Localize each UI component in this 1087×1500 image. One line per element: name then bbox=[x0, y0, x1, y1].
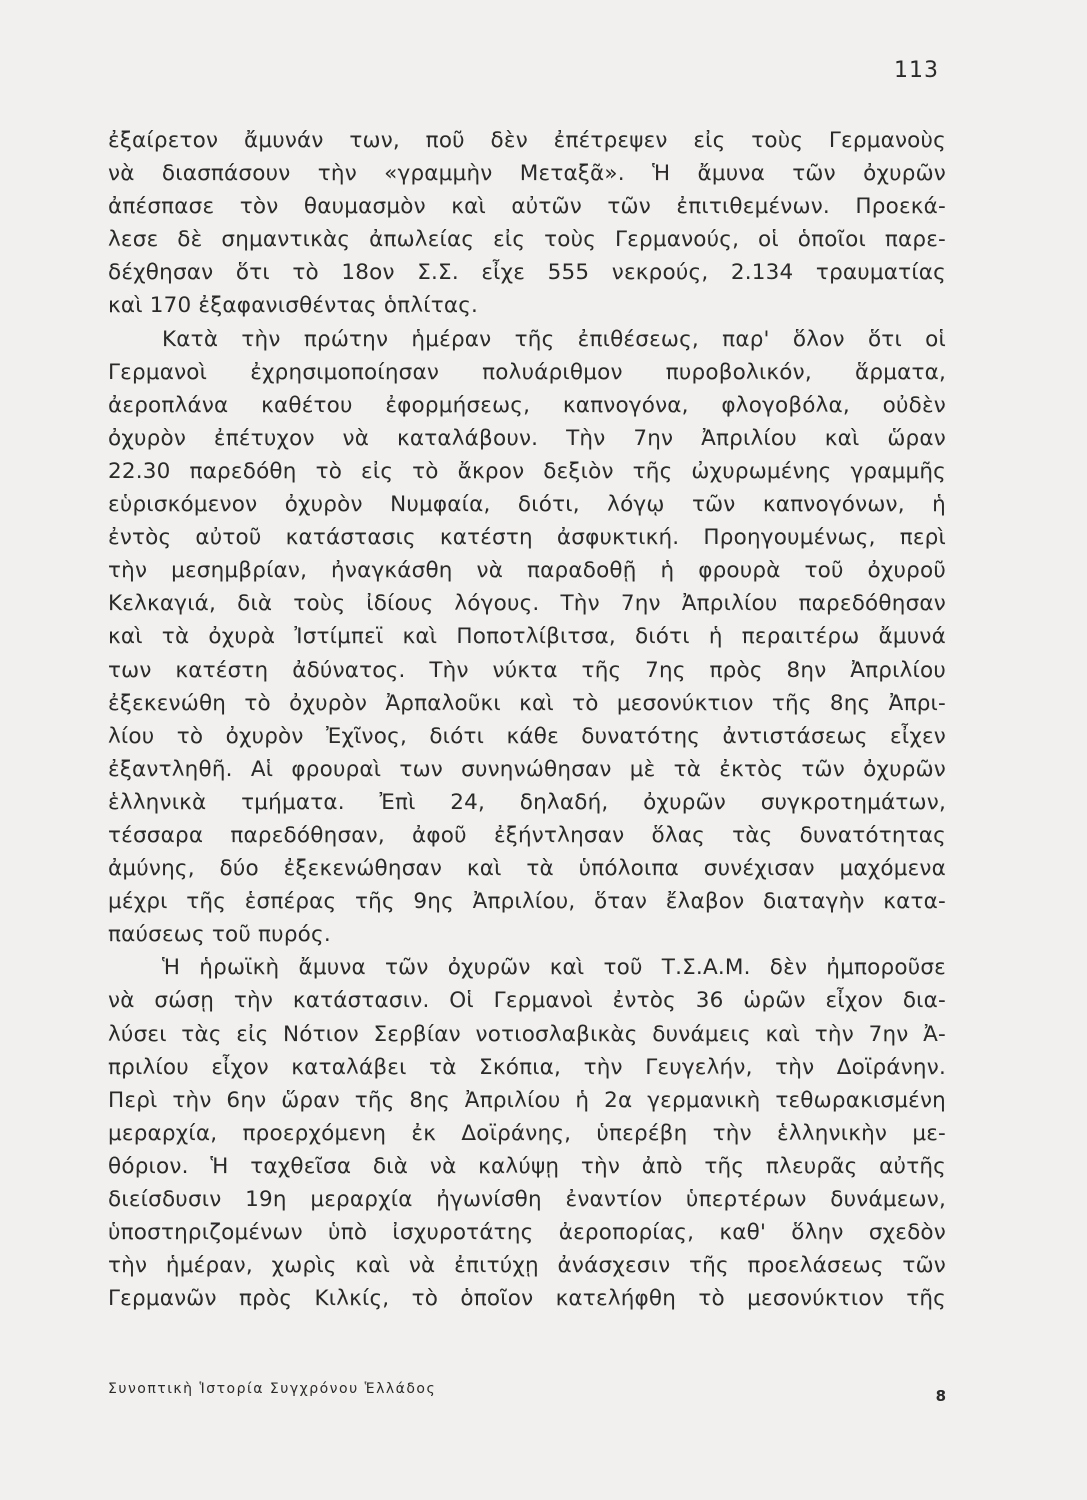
text-line: τὴν ἡμέραν, χωρὶς καὶ νὰ ἐπιτύχῃ ἀνάσχεσιν τῆς προελάσεως τῶν bbox=[108, 1253, 946, 1279]
signature-mark: 8 bbox=[935, 1387, 946, 1405]
text-line: ἑλληνικὰ τμήματα. Ἐπὶ 24, δηλαδή, ὀχυρῶν συγκροτημάτων, bbox=[108, 789, 946, 815]
text-line: διείσδυσιν 19η μεραρχία ἠγωνίσθη ἐναντίον ὑπερτέρων δυνάμεων, bbox=[108, 1187, 946, 1212]
text-line: ἀεροπλάνα καθέτου ἐφορμήσεως, καπνογόνα, φλογοβόλα, οὐδὲν bbox=[108, 392, 946, 418]
text-line: Γερμανῶν πρὸς Κιλκίς, τὸ ὁποῖον κατελήφθη τὸ μεσονύκτιον τῆς bbox=[108, 1286, 946, 1312]
text-line: λίου τὸ ὀχυρὸν Ἐχῖνος, διότι κάθε δυνατότης ἀντιστάσεως εἶχεν bbox=[108, 723, 946, 749]
text-line: ἐξαίρετον ἄμυνάν των, ποῦ δὲν ἐπέτρεψεν εἰς τοὺς Γερμανοὺς bbox=[108, 128, 946, 153]
text-line: 22.30 παρεδόθη τὸ εἰς τὸ ἄκρον δεξιὸν τῆς ὠχυρωμένης γραμμῆς bbox=[108, 458, 946, 484]
text-line: εὑρισκόμενον ὀχυρὸν Νυμφαία, διότι, λόγῳ τῶν καπνογόνων, ἡ bbox=[108, 492, 946, 518]
text-line: μέχρι τῆς ἑσπέρας τῆς 9ης Ἀπριλίου, ὅταν ἔλαβον διαταγὴν κατα- bbox=[108, 889, 946, 915]
text-line: Κελκαγιά, διὰ τοὺς ἰδίους λόγους. Τὴν 7ην Ἀπριλίου παρεδόθησαν bbox=[108, 591, 946, 617]
footer-title: Συνοπτικὴ Ἱστορία Συγχρόνου Ἑλλάδος bbox=[108, 1381, 437, 1397]
text-line: λύσει τὰς εἰς Νότιον Σερβίαν νοτιοσλαβικὰς δυνάμεις καὶ τὴν 7ην Ἀ- bbox=[108, 1021, 946, 1047]
text-line: ὀχυρὸν ἐπέτυχον νὰ καταλάβουν. Τὴν 7ην Ἀπριλίου καὶ ὥραν bbox=[108, 425, 946, 451]
text-line: πριλίου εἶχον καταλάβει τὰ Σκόπια, τὴν Γευγελήν, τὴν Δοϊράνην. bbox=[108, 1054, 946, 1080]
text-line: ἐντὸς αὐτοῦ κατάστασις κατέστη ἀσφυκτική. Προηγουμένως, περὶ bbox=[108, 525, 946, 551]
text-line: λεσε δὲ σημαντικὰς ἀπωλείας εἰς τοὺς Γερμανούς, οἱ ὁποῖοι παρε- bbox=[108, 227, 946, 253]
text-line: Ἡ ἡρωϊκὴ ἄμυνα τῶν ὀχυρῶν καὶ τοῦ Τ.Σ.Α.Μ. δὲν ἠμποροῦσε bbox=[162, 955, 946, 981]
text-line: των κατέστη ἀδύνατος. Τὴν νύκτα τῆς 7ης πρὸς 8ην Ἀπριλίου bbox=[108, 657, 946, 683]
text-line: καὶ τὰ ὀχυρὰ Ἰστίμπεϊ καὶ Ποποτλίβιτσα, διότι ἡ περαιτέρω ἄμυνά bbox=[108, 624, 946, 650]
page-footer bbox=[108, 1381, 946, 1411]
text-line: θόριον. Ἡ ταχθεῖσα διὰ νὰ καλύψῃ τὴν ἀπὸ τῆς πλευρᾶς αὐτῆς bbox=[108, 1153, 946, 1179]
text-line: νὰ διασπάσουν τὴν «γραμμὴν Μεταξᾶ». Ἡ ἄμυνα τῶν ὀχυρῶν bbox=[108, 161, 946, 187]
text-line: ἐξεκενώθη τὸ ὀχυρὸν Ἀρπαλοῦκι καὶ τὸ μεσονύκτιον τῆς 8ης Ἀπρι- bbox=[108, 690, 946, 716]
text-line: Περὶ τὴν 6ην ὥραν τῆς 8ης Ἀπριλίου ἡ 2α γερμανικὴ τεθωρακισμένη bbox=[108, 1087, 946, 1113]
text-line: μεραρχία, προερχόμενη ἐκ Δοϊράνης, ὑπερέβη τὴν ἑλληνικὴν με- bbox=[108, 1120, 946, 1146]
text-line: ἀπέσπασε τὸν θαυμασμὸν καὶ αὐτῶν τῶν ἐπιτιθεμένων. Προεκά- bbox=[108, 194, 946, 220]
text-line: νὰ σώσῃ τὴν κατάστασιν. Οἱ Γερμανοὶ ἐντὸς 36 ὡρῶν εἶχον δια- bbox=[108, 988, 946, 1014]
text-line: δέχθησαν ὅτι τὸ 18ον Σ.Σ. εἶχε 555 νεκρούς, 2.134 τραυματίας bbox=[108, 260, 946, 286]
text-line: τὴν μεσημβρίαν, ἠναγκάσθη νὰ παραδοθῇ ἡ φρουρὰ τοῦ ὀχυροῦ bbox=[108, 558, 946, 584]
text-line: τέσσαρα παρεδόθησαν, ἀφοῦ ἐξήντλησαν ὅλας τὰς δυνατότητας bbox=[108, 822, 946, 848]
text-line: ἀμύνης, δύο ἐξεκενώθησαν καὶ τὰ ὑπόλοιπα συνέχισαν μαχόμενα bbox=[108, 856, 946, 882]
text-line: Κατὰ τὴν πρώτην ἡμέραν τῆς ἐπιθέσεως, παρ' ὅλον ὅτι οἱ bbox=[162, 326, 946, 352]
body-text bbox=[108, 124, 946, 1315]
text-line: ὑποστηριζομένων ὑπὸ ἰσχυροτάτης ἀεροπορίας, καθ' ὅλην σχεδὸν bbox=[108, 1220, 946, 1246]
text-line: παύσεως τοῦ πυρός. bbox=[108, 922, 331, 948]
text-line: Γερμανοὶ ἐχρησιμοποίησαν πολυάριθμον πυροβολικόν, ἅρματα, bbox=[108, 359, 946, 385]
text-line: καὶ 170 ἐξαφανισθέντας ὁπλίτας. bbox=[108, 293, 479, 319]
text-line: ἐξαντληθῆ. Αἱ φρουραὶ των συνηνώθησαν μὲ τὰ ἐκτὸς τῶν ὀχυρῶν bbox=[108, 756, 946, 782]
page-number: 113 bbox=[894, 58, 939, 83]
